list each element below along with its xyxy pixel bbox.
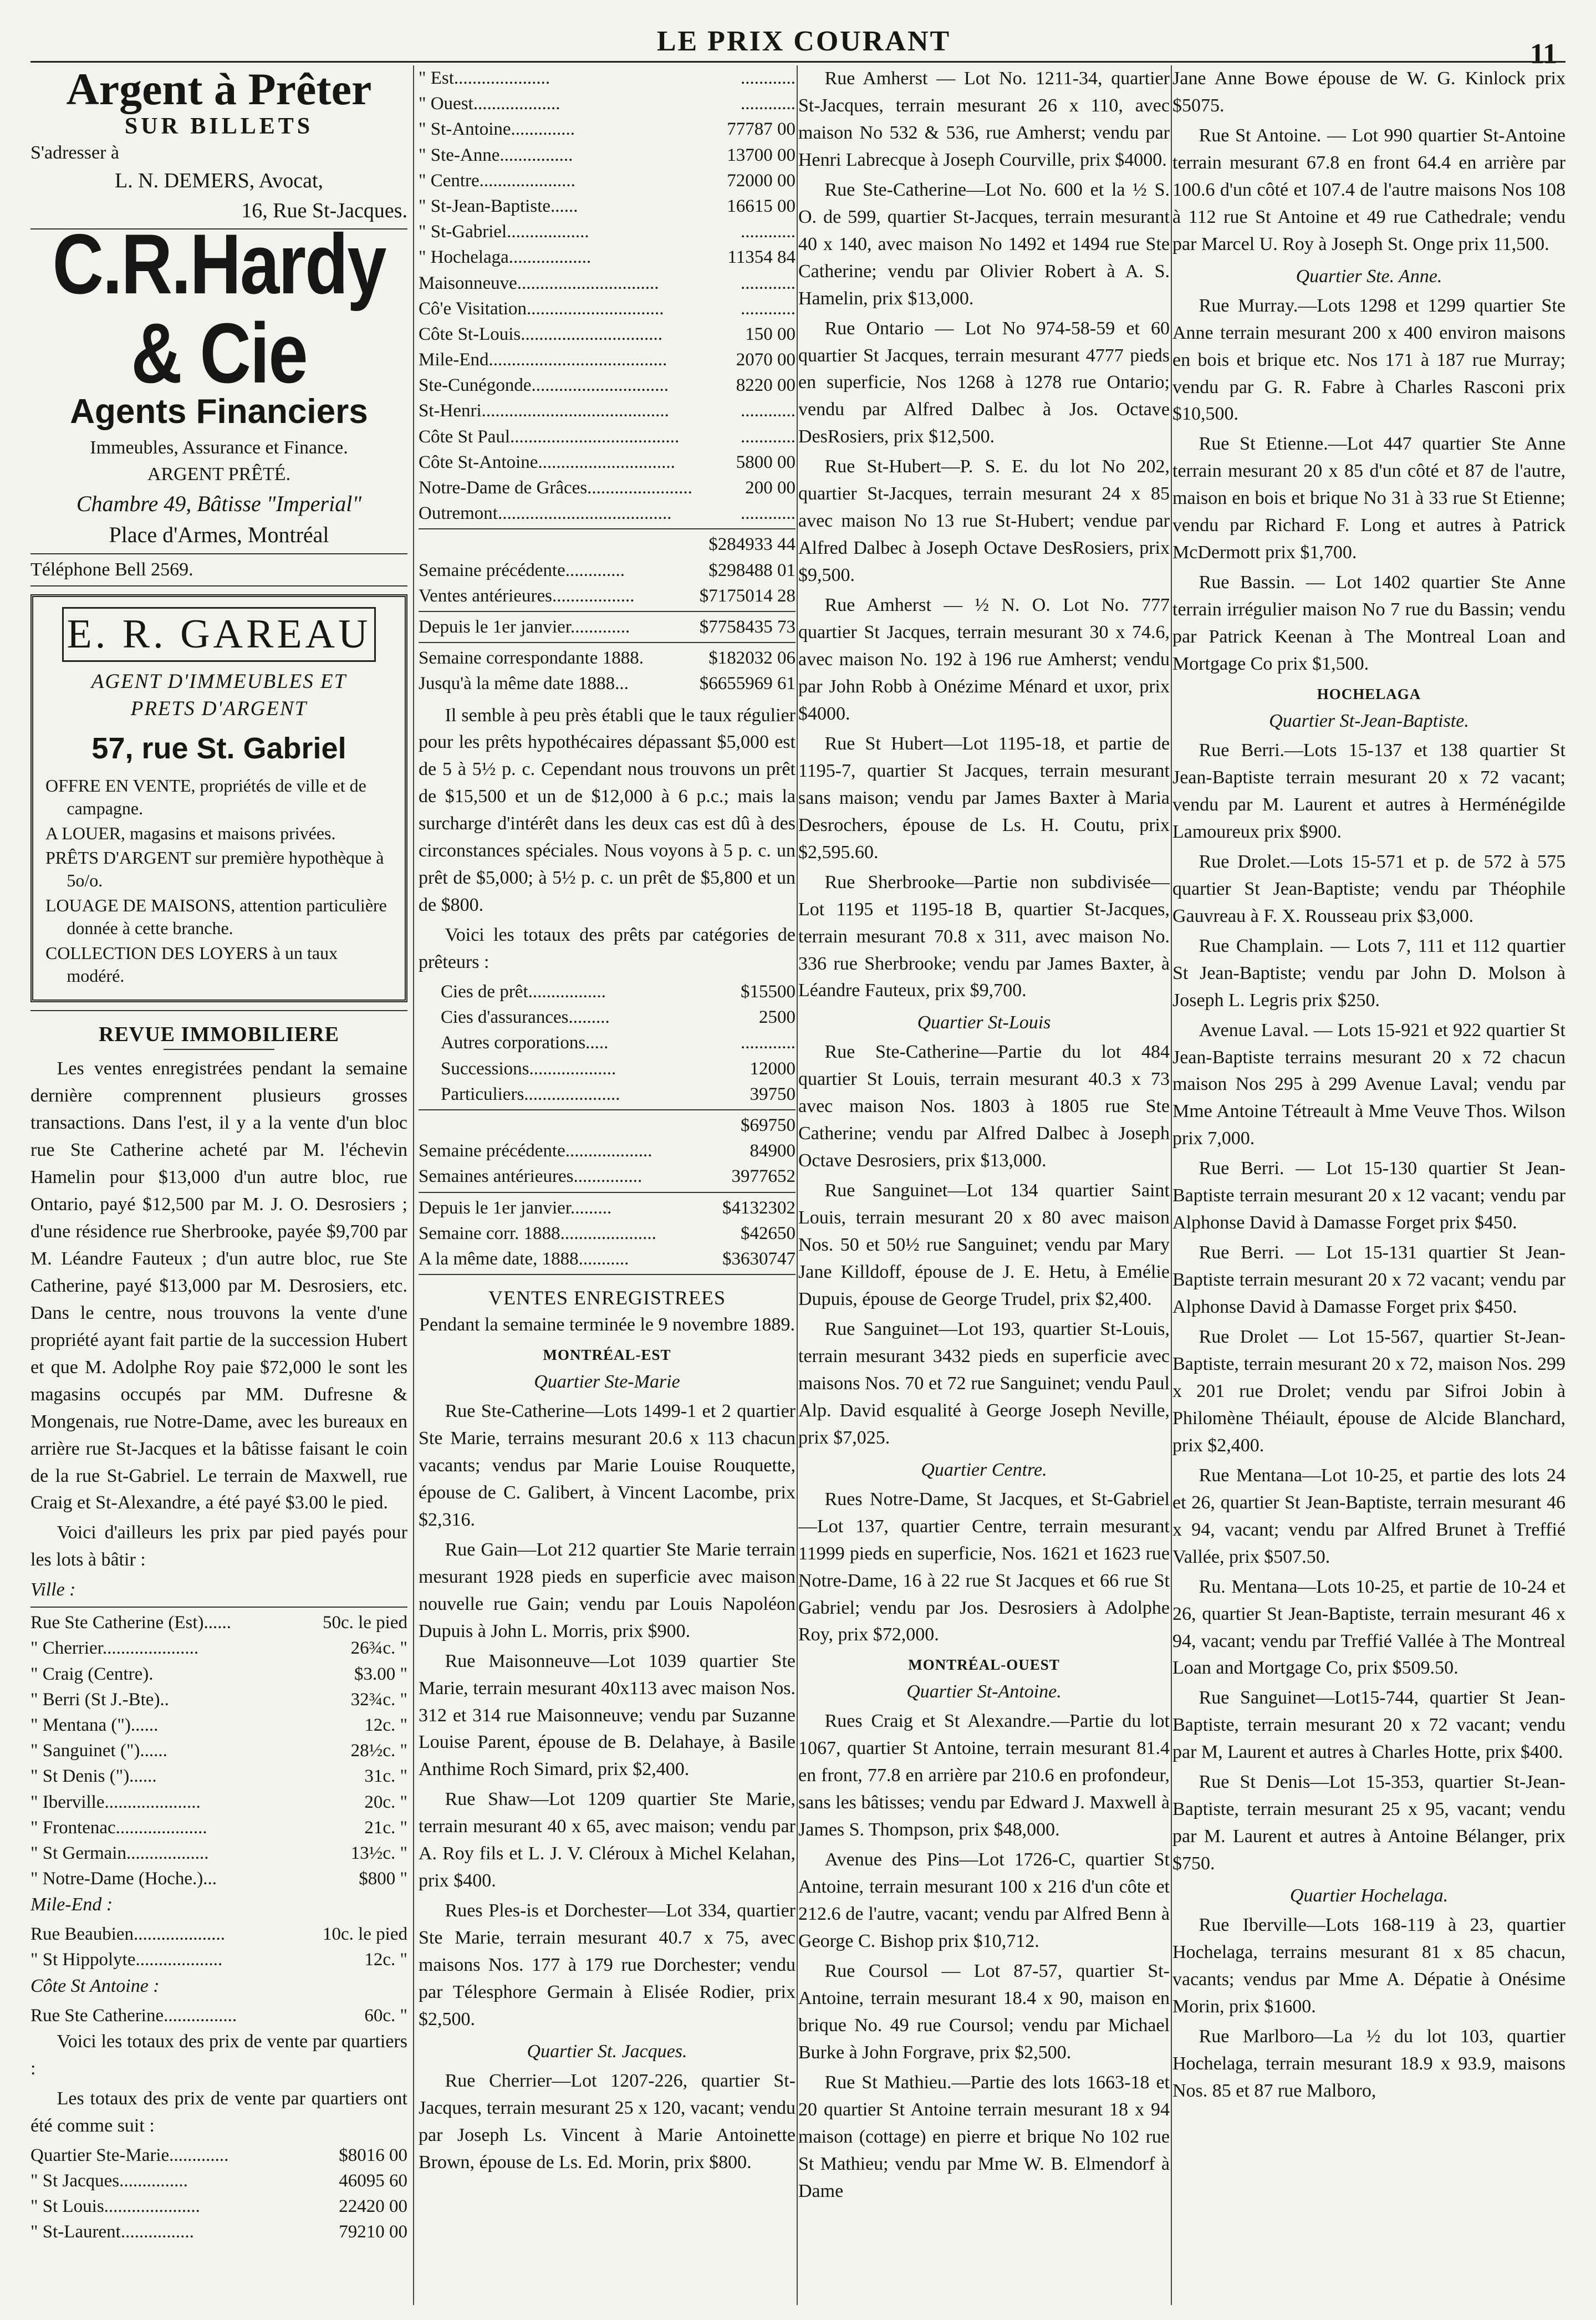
total-row [419,1138,796,1164]
section-subheading: Pendant la semaine terminée le 9 novembre 1889. [419,1314,795,1335]
table-row [419,193,796,219]
total-row [419,1246,796,1272]
item-name: " Notre-Dame (Hoche.)... [30,1869,217,1889]
row-value: ............ [741,401,796,421]
row-value: $7758435 73 [699,616,796,637]
row-label: Côte St-Antoine.............................. [419,452,675,472]
row-label: Semaines antérieures............... [419,1166,643,1187]
quartier-heading: Quartier Centre. [921,1459,1047,1480]
table-row [419,244,796,270]
row-label: Ste-Cunégonde.............................. [419,375,669,396]
item-name: " Mentana (")...... [30,1715,159,1736]
row-value: ............ [741,1033,796,1053]
ad-phone: Téléphone Bell 2569. [30,559,193,580]
total-row [419,532,796,557]
table-row [419,296,796,322]
row-value: ............ [741,222,796,242]
sale-entry: Rue Berri. — Lot 15-130 quartier St Jean-Baptiste terrain mesurant 20 x 12 vacant; vendu par Alphonse David à Damasse Forget prix $450. [1172,1158,1566,1233]
divider [419,528,796,529]
sale-entry: Rue Drolet — Lot 15-567, quartier St-Jean-Baptiste, terrain mesurant 20 x 72, maison Nos. 299 x 201 rue Drolet; vendu par Sifroi Jobin à Philomène Théiault, épouse de Alcide Blanchard, prix $2,400. [1172,1327,1566,1456]
sale-entry: Rue St-Hubert—P. S. E. du lot No 202, quartier St-Jacques, terrain mesurant 24 x 85 avec maison No 13 rue St-Hubert; vendue par Alfred Dalbec à Joseph Octave DesRosiers, prix $9,500. [798,456,1170,586]
ad-item: COLLECTION DES LOYERS à un taux modéré. [45,943,338,986]
sale-entry: Rue Ste-Catherine—Lot No. 600 et la ½ S. O. de 599, quartier St-Jacques, terrain mesurant 40 x 140, avec maison No 1492 et 1494 rue Ste Catherine; vendu par Olivier Robert à A. S. Hamelin, prix $13,000. [798,179,1170,309]
sale-entry: Rue Shaw—Lot 1209 quartier Ste Marie, terrain mesurant 40 x 65, avec maison; vendu par A. Roy fils et L. J. V. Cléroux à Michel Kelahan, prix $400. [419,1789,796,1891]
row-value: ............ [741,298,796,319]
list-label: Côte St Antoine : [30,1975,160,1996]
list-item [30,1738,407,1763]
total-row [419,583,796,609]
list-item [30,1635,407,1661]
sale-entry: Rue Coursol — Lot 87-57, quartier St-Antoine, terrain mesurant 18.4 x 90, maison en brique No. 49 rue Coursol; vendu par Michael Burke à John Forgrave, prix $2,500. [798,1961,1170,2063]
ad-address: 57, rue St. Gabriel [91,731,346,765]
divider [419,642,796,643]
header-rule [30,61,1566,63]
row-label: Depuis le 1er janvier......... [419,1197,612,1218]
row-label: " Ste-Anne................ [419,145,573,165]
total-row [419,1164,796,1189]
section-heading: REVUE IMMOBILIERE [99,1023,339,1047]
ad-argent-a-preter [30,65,407,226]
list-item [30,2003,407,2028]
ad-text: Immeubles, Assurance et Finance. [90,437,348,458]
divider [419,1192,796,1193]
article-paragraph: Voici les totaux des prêts par catégories de prêteurs : [419,925,796,973]
row-value: 2500 [759,1007,796,1028]
item-value: $8016 00 [339,2145,407,2165]
row-label: Semaine précédente................... [419,1141,652,1161]
total-row [419,1113,796,1138]
row-label: Semaine correspondante 1888. [419,648,644,669]
row-value: 39750 [749,1084,796,1104]
list-item [30,2219,407,2245]
row-value: $3630747 [722,1248,796,1269]
item-price: $800 " [359,1869,407,1889]
item-price: 31c. " [364,1766,407,1787]
list-item [30,2194,407,2219]
table-row [419,450,796,475]
row-label: " St-Jean-Baptiste...... [419,196,578,216]
row-label: " St-Gabriel.................. [419,222,589,242]
row-value: $284933 44 [708,534,796,555]
table-row [419,219,796,244]
quartier-heading: Quartier St-Antoine. [906,1681,1062,1702]
row-label: Semaine corr. 1888..................... [419,1223,656,1243]
ad-address: 16, Rue St-Jacques. [241,199,407,223]
ad-item: A LOUER, magasins et maisons privées. [45,823,336,843]
item-name: " Frontenac.................... [30,1817,207,1838]
divider [419,611,796,612]
row-value: ............ [741,503,796,524]
article-paragraph: Les totaux des prix de vente par quartiers ont été comme suit : [30,2088,407,2136]
district-heading: HOCHELAGA [1317,686,1421,703]
row-label: Autres corporations..... [441,1033,609,1053]
row-value: ............ [741,273,796,293]
row-value: 16615 00 [727,196,796,216]
row-value: ............ [741,94,796,114]
row-label: Depuis le 1er janvier............. [419,616,630,637]
table-row [441,1005,796,1030]
row-value: 12000 [749,1058,796,1079]
list-label: Ville : [30,1579,76,1600]
item-name: " St Denis (")...... [30,1766,157,1787]
table-row [441,1056,796,1082]
row-label: Mile-End....................................... [419,350,667,370]
ad-item: LOUAGE DE MAISONS, attention particulière donnée à cette branche. [45,895,387,939]
row-value: $15500 [741,982,796,1002]
heading-rule [164,1049,274,1050]
item-name: " Cherrier..................... [30,1638,199,1659]
item-name: " St Hippolyte................... [30,1950,223,1970]
sale-entry: Rues Ples-is et Dorchester—Lot 334, quartier Ste Marie, terrain mesurant 40.7 x 75, avec maisons Nos. 177 à 179 rue Dorchester; vendu par Télesphore Germain à Elisée Rodier, prix $2,500. [419,1900,796,2030]
row-value: $42650 [741,1223,796,1243]
price-list-ville [30,1610,407,1891]
column-1 [30,65,407,2305]
ad-name: E. R. GAREAU [62,607,376,662]
item-price: $3.00 " [354,1664,407,1684]
quartier-heading: Quartier Ste. Anne. [1296,266,1442,287]
item-name: Rue Ste Catherine................ [30,2005,237,2026]
divider [30,1607,407,1608]
row-value: $6655969 61 [699,674,796,694]
sale-entry: Rue Berri. — Lot 15-131 quartier St Jean-Baptiste terrain mesurant 20 x 72 vacant; vendu par Alphonse David à Damasse Forget prix $450. [1172,1242,1566,1318]
item-name: " Berri (St J.-Bte).. [30,1689,169,1710]
row-value: 200 00 [745,478,796,498]
sale-entry: Rue Ste-Catherine—Partie du lot 484 quartier St Louis, terrain mesurant 40.3 x 73 avec maison Nos. 1803 à 1805 rue Ste Catherine; vendu par Alfred Dalbec à Joseph Octave Desrosiers, prix $13,000. [798,1042,1170,1171]
row-label: Successions................... [441,1058,616,1079]
table-row [419,424,796,450]
list-item [30,1763,407,1789]
total-row [419,645,796,671]
ad-text: Chambre 49, Bâtisse "Imperial" [76,491,362,516]
lenders-table [419,979,796,1107]
list-item [30,1947,407,1972]
row-label: Jusqu'à la même date 1888... [419,674,629,694]
item-price: 21c. " [364,1817,407,1838]
page-number: 11 [1529,38,1557,70]
sale-entry: Rue Maisonneuve—Lot 1039 quartier Ste Marie, terrain mesurant 40x113 avec maison Nos. 312 et 314 rue Maisonneuve; vendu par Suzanne Louise Parent, épouse de B. Delahaye, à Basile Anthime Roch Simard, prix $2,400. [419,1650,796,1780]
table-row [419,91,796,116]
row-label: St-Henri......................................... [419,401,669,421]
ad-title: Argent à Prêter [66,65,372,114]
column-2 [419,65,796,2305]
sale-entry: Rue Murray.—Lots 1298 et 1299 quartier Ste Anne terrain mesurant 200 x 400 environ maisons en bois et brique etc. Nos 171 à 187 rue Murray; vendu par G. R. Fabre à Charles Rasconi prix $10,500. [1172,295,1566,425]
item-price: 10c. le pied [322,1924,407,1945]
page-header [0,0,1596,70]
row-value: 13700 00 [727,145,796,165]
item-name: Quartier Ste-Marie............. [30,2145,229,2165]
row-label: Particuliers..................... [441,1084,620,1104]
sale-entry: Rue Marlboro—La ½ du lot 103, quartier Hochelaga, terrain mesurant 18.9 x 93.9, maisons Nos. 85 et 87 rue Malboro, [1172,2026,1566,2101]
table-row [419,475,796,501]
column-divider [1171,65,1172,2305]
total-row [419,671,796,696]
row-value: $182032 06 [708,648,796,669]
item-value: 79210 00 [339,2222,407,2242]
district-heading: MONTRÉAL-OUEST [908,1656,1060,1674]
table-row [419,347,796,373]
ad-text: S'adresser à [30,142,120,164]
list-item [30,1815,407,1840]
row-value: 5800 00 [736,452,796,472]
row-label: Outremont...................................... [419,503,672,524]
item-name: Rue Beaubien.................... [30,1924,226,1945]
item-price: 32¾c. " [350,1689,407,1710]
sale-entry: Rue Cherrier—Lot 1207-226, quartier St-Jacques, terrain mesurant 25 x 120, vacant; vendu par Joseph Ls. Vincent à Marie Antoinette Brown, épouse de Ls. Ed. Morin, prix $800. [419,2070,796,2173]
row-label: Ventes antérieures.................. [419,585,635,606]
table-row [441,1082,796,1107]
item-name: " St-Laurent................ [30,2222,194,2242]
sale-entry: Rue Iberville—Lots 168-119 à 23, quartier Hochelaga, terrains mesurant 81 x 85 chacun, vacants; vendus par Mme A. Dépatie à Onésime Morin, prix $1600. [1172,1915,1566,2017]
table-row [419,142,796,168]
article-paragraph: Il semble à peu près établi que le taux régulier pour les prêts hypothécaires dépassant $5,000 est de 5 à 5½ p. c. Cependant nous trouvons un prêt de $15,500 et un de $12,000 à 6 p.c.; mais la surcharge d'intérêt dans les deux cas est dû à des circonstances spéciales. Nous voyons à 5 p. c. un prêt de $5,000; à 5½ p. c. un prêt de $5,800 et un de $800. [419,705,796,916]
row-label: Cies de prêt................. [441,982,606,1002]
ad-text: ARGENT PRÊTÉ. [147,464,291,485]
sale-entry: Avenue des Pins—Lot 1726-C, quartier St Antoine, terrain mesurant 100 x 216 d'un côte et 212.6 de l'autre, vacant; vendu par Alfred Benn à George C. Bishop prix $10,712. [798,1849,1170,1952]
section-heading: VENTES ENREGISTREES [488,1287,726,1309]
row-label: " Est..................... [419,68,550,88]
row-value: 150 00 [745,324,796,344]
ad-text: Place d'Armes, Montréal [109,522,329,548]
quartier-heading: Quartier St. Jacques. [527,2041,687,2062]
table-row [419,168,796,193]
quartier-heading: Quartier Hochelaga. [1289,1885,1449,1906]
row-value: $69750 [741,1115,796,1135]
row-label: A la même date, 1888........... [419,1248,629,1269]
row-label: Semaine précédente............. [419,560,625,580]
total-row [419,614,796,640]
sale-entry: Rue Sanguinet—Lot 134 quartier Saint Louis, terrain mesurant 20 x 80 avec maison Nos. 50 et 50½ rue Sanguinet; vendu par Mary Jane Killdoff, épouse de J. E. Hetu, à Emélie Dupuis, épouse de George Trudel, prix $2,400. [798,1180,1170,1309]
item-name: " St Germain.................. [30,1843,209,1863]
list-item [30,1866,407,1891]
sale-entry: Rue Bassin. — Lot 1402 quartier Ste Anne terrain irrégulier maison No 7 rue du Bassin; vendu par Patrick Keenan à The Montreal Loan and Mortgage Co prix $1,500. [1172,572,1566,675]
sale-entry: Rue Ste-Catherine—Lots 1499-1 et 2 quartier Ste Marie, terrains mesurant 20.6 x 113 chacun vacants; vendus par Marie Louise Rouquette, épouse de C. Galibert, à Vincent Lacombe, prix $2,316. [419,1401,796,1530]
ad-name: C.R.Hardy & Cie [52,217,386,402]
total-row [419,1195,796,1221]
sale-entry: Rue Drolet.—Lots 15-571 et p. de 572 à 575 quartier St Jean-Baptiste; vendu par Théophile Gauvreau à F. X. Rousseau prix $3,000. [1172,851,1566,926]
row-value: $298488 01 [708,560,796,580]
total-row [419,1221,796,1246]
sale-entry: Rue Amherst — ½ N. O. Lot No. 777 quartier St Jacques, terrain mesurant 30 x 74.6, avec maison No. 192 à 196 rue Amherst; vendu par John Robb à Onézime Ménard et uxor, prix $4000. [798,595,1170,724]
sale-entry: Rue Mentana—Lot 10-25, et partie des lots 24 et 26, quartier St Jean-Baptiste, terrain mesurant 46 x 94, vacant; vendu par Alfred Brunet à Treffié Vallée, prix $507.50. [1172,1465,1566,1567]
ad-subtitle: SUR BILLETS [124,114,314,140]
list-item [30,1921,407,1947]
item-price: 12c. " [364,1715,407,1736]
row-label: " Hochelaga.................. [419,247,592,268]
row-label: Côte St-Louis............................... [419,324,663,344]
divider [30,1010,407,1011]
row-value: 3977652 [731,1166,796,1187]
ad-name: L. N. DEMERS, Avocat, [114,169,324,193]
list-label: Mile-End : [30,1894,113,1915]
sale-entry: Rue Ontario — Lot No 974-58-59 et 60 quartier St Jacques, terrain mesurant 4777 pieds en superficie, Nos 1268 à 1278 rue Ontario; vendu par Alfred Dalbec à Jos. Octave DesRosiers, prix $12,500. [798,318,1170,447]
item-price: 13½c. " [350,1843,407,1863]
table-row [419,373,796,398]
row-label: Cies d'assurances......... [441,1007,610,1028]
sale-entry: Rue Sanguinet—Lot 193, quartier St-Louis, terrain mesurant 3432 pieds en superficie avec maisons Nos. 70 et 72 rue Sanguinet; vendu Paul Alp. David esqualité à George Joseph Neville, prix $7,025. [798,1318,1170,1448]
table-row [419,501,796,526]
row-label: " Ouest................... [419,94,560,114]
item-name: Rue Ste Catherine (Est)...... [30,1613,232,1633]
sale-entry: Rues Craig et St Alexandre.—Partie du lot 1067, quartier St Antoine, terrain mesurant 81.4 en front, 77.8 en arrière par 210.6 en profondeur, sans les bâtisses; vendu par Edward J. Maxwell à James S. Thompson, prix $48,000. [798,1711,1170,1840]
item-name: " Craig (Centre). [30,1664,154,1684]
row-value: 77787 00 [727,119,796,140]
table-row [419,271,796,296]
quartier-totals-table [419,65,796,526]
quartier-heading: Quartier Ste-Marie [534,1371,680,1393]
row-value: ............ [741,68,796,88]
column-divider [797,65,798,2305]
table-row [441,979,796,1005]
list-item [30,1712,407,1738]
divider [419,1109,796,1110]
sale-entry: Ru. Mentana—Lots 10-25, et partie de 10-24 et 26, quartier St Jean-Baptiste, terrain mesurant 46 x 94, vacant; vendu par Treffié Vallée à The Montreal Loan and Mortgage Co, prix $509.50. [1172,1576,1566,1679]
ad-text: PRETS D'ARGENT [130,697,308,720]
divider [30,585,407,587]
list-item [30,1661,407,1687]
sale-entry: Rue St Etienne.—Lot 447 quartier Ste Anne terrain mesurant 20 x 85 d'un côté et 87 de l'autre, maison en bois et brique No 31 à 33 rue St Etienne; vendu par Richard F. Long et autres à Patrick McDermott prix $1,700. [1172,434,1566,563]
sale-entry: Jane Anne Bowe épouse de W. G. Kinlock prix $5075. [1172,68,1566,116]
row-value: $4132302 [722,1197,796,1218]
row-label: Maisonneuve............................... [419,273,659,293]
sale-entry: Rue St Denis—Lot 15-353, quartier St-Jean-Baptiste, terrain mesurant 25 x 95, vacant; vendu par M. Laurent et autres à Antoine Bélanger, prix $750. [1172,1772,1566,1874]
sale-entry: Rue Gain—Lot 212 quartier Ste Marie terrain mesurant 1928 pieds en superficie avec maison nouvelle rue Gain; vendu par Louis Napoléon Dupuis à John L. Morris, prix $900. [419,1539,796,1641]
item-price: 20c. " [364,1792,407,1812]
total-row [419,558,796,583]
item-name: " Sanguinet (")...... [30,1741,167,1761]
sale-entry: Rues Notre-Dame, St Jacques, et St-Gabriel—Lot 137, quartier Centre, terrain mesurant 11999 pieds en superficie, Nos. 1621 et 1623 rue Notre-Dame, 16 à 22 rue St Jacques et 66 rue St Gabriel; vendu par Jos. Desrosiers à Adolphe Roy, prix $72,000. [798,1488,1170,1645]
row-label: " Centre..................... [419,170,575,191]
sale-entry: Rue Berri.—Lots 15-137 et 138 quartier St Jean-Baptiste terrain mesurant 20 x 72 vacant; vendu par M. Laurent et autres à Herménégilde Lamoureux prix $900. [1172,740,1566,842]
sale-entry: Rue St Antoine. — Lot 990 quartier St-Antoine terrain mesurant 67.8 en front 64.4 en arrière par 100.6 d'un côté et 107.4 de l'autre maisons Nos 108 à 112 rue St Antoine et 49 rue Cathedrale; vendu par Marcel U. Roy à Joseph St. Onge prix 11,500. [1172,125,1566,254]
sale-entry: Rue Champlain. — Lots 7, 111 et 112 quartier St Jean-Baptiste; vendu par John D. Molson à Joseph L. Legris prix $250. [1172,935,1566,1011]
article-paragraph: Voici d'ailleurs les prix par pied payés pour les lots à bâtir : [30,1522,407,1571]
ad-hardy [30,217,407,551]
row-label: Cô'e Visitation.............................. [419,298,664,319]
ad-item: PRÊTS D'ARGENT sur première hypothèque à 5o/o. [45,848,384,891]
row-value: 2070 00 [736,350,796,370]
item-value: 22420 00 [339,2196,407,2216]
list-item [30,1610,407,1635]
row-value: $7175014 28 [699,585,796,606]
newspaper-title: LE PRIX COURANT [656,26,951,57]
row-label: " St-Antoine.............. [419,119,575,140]
list-item [30,2168,407,2194]
sale-entry: Rue Sanguinet—Lot15-744, quartier St Jean-Baptiste, terrain mesurant 20 x 72 vacant; vendu par M, Laurent et autres à Charles Hotte, prix $400. [1172,1687,1566,1763]
column-divider [413,65,414,2305]
row-value: 72000 00 [727,170,796,191]
article-paragraph: Voici les totaux des prix de vente par quartiers : [30,2031,407,2079]
item-price: 50c. le pied [322,1613,407,1633]
list-item [30,1840,407,1866]
row-value: 8220 00 [736,375,796,396]
ad-gareau [30,594,407,1002]
sale-entry: Avenue Laval. — Lots 15-921 et 922 quartier St Jean-Baptiste terrains mesurant 20 x 72 chacun maison Nos 295 à 299 Avenue Laval; vendu par Mme Antoine Tétreault à Mme Veuve Thos. Wilson prix 7,000. [1172,1019,1566,1149]
table-row [419,398,796,424]
district-heading: MONTRÉAL-EST [543,1347,671,1364]
row-label: Côte St Paul..................................... [419,426,680,447]
item-name: " Iberville..................... [30,1792,201,1812]
divider [30,553,407,554]
table-row [441,1030,796,1056]
divider [419,1274,796,1275]
list-item [30,1789,407,1815]
sale-entry: Rue St Mathieu.—Partie des lots 1663-18 et 20 quartier St Antoine terrain mesurant 18 x 94 maison (cottage) en pierre et brique No 102 rue St Mathieu; vendu par Mme W. B. Elmendorf à Dame [798,2072,1170,2201]
list-item [30,1687,407,1712]
quartier-heading: Quartier St-Jean-Baptiste. [1269,711,1469,732]
item-price: 60c. " [364,2005,407,2026]
ad-text: AGENT D'IMMEUBLES ET [91,670,347,694]
row-value: 11354 84 [727,247,796,268]
table-row [419,116,796,142]
item-name: " St Jacques............... [30,2170,188,2191]
sale-entry: Rue St Hubert—Lot 1195-18, et partie de 1195-7, quartier St Jacques, terrain mesurant sans maison; vendu par James Baxter à Maria Desrochers, épouse de Ls. H. Coutu, prix $2,595.60. [798,733,1170,863]
item-price: 12c. " [364,1950,407,1970]
list-item [30,2143,407,2168]
sale-entry: Rue Amherst — Lot No. 1211-34, quartier St-Jacques, terrain mesurant 26 x 110, avec maison No 532 & 536, rue Amherst; vendu par Henri Labrecque à Joseph Courville, prix $4000. [798,68,1170,170]
sale-entry: Rue Sherbrooke—Partie non subdivisée—Lot 1195 et 1195-18 B, quartier St-Jacques, terrain mesurant 70.8 x 311, avec maison No. 336 rue Sherbrooke; vendu par James Baxter, à Léandre Fauteux, prix $9,700. [798,871,1170,1001]
table-row [419,65,796,91]
item-price: 26¾c. " [350,1638,407,1659]
row-label: Notre-Dame de Grâces....................... [419,478,692,498]
quartier-heading: Quartier St-Louis [917,1012,1051,1033]
row-value: 84900 [749,1141,796,1161]
item-name: " St Louis..................... [30,2196,200,2216]
item-price: 28½c. " [350,1741,407,1761]
column-3 [798,65,1170,2305]
table-row [419,322,796,347]
item-value: 46095 60 [339,2170,407,2191]
ad-subtitle: Agents Financiers [70,392,368,431]
row-value: ............ [741,426,796,447]
column-4 [1172,65,1566,2305]
article-paragraph: Les ventes enregistrées pendant la semaine dernière comprennent plusieurs grosses transactions. Dans l'est, il y a la vente d'un bloc rue Ste Catherine acheté par M. l'échevin Hamelin pour $13,000 d'un autre bloc, rue Ontario, payé $12,500 par M. J. O. Desrosiers ; d'une résidence rue Sherbrooke, payée $9,700 par M. Léandre Fauteux ; d'un autre bloc, rue Ste Catherine, payé $13,000 par M. Desrosiers, etc. Dans le centre, nous trouvons la vente d'une propriété ayant fait partie de la succession Hubert et que M. Adolphe Roy paie $72,000 le sont les magasins occupés par MM. Dufresne & Mongenais, rue Notre-Dame, avec les bureaux en arrière rue St-Jacques et la bâtisse faisant le coin de la rue St-Gabriel. Le terrain de Maxwell, rue Craig et St-Alexandre, a été payé $3.00 le pied. [30,1058,407,1513]
ad-item: OFFRE EN VENTE, propriétés de ville et de campagne. [45,775,366,818]
